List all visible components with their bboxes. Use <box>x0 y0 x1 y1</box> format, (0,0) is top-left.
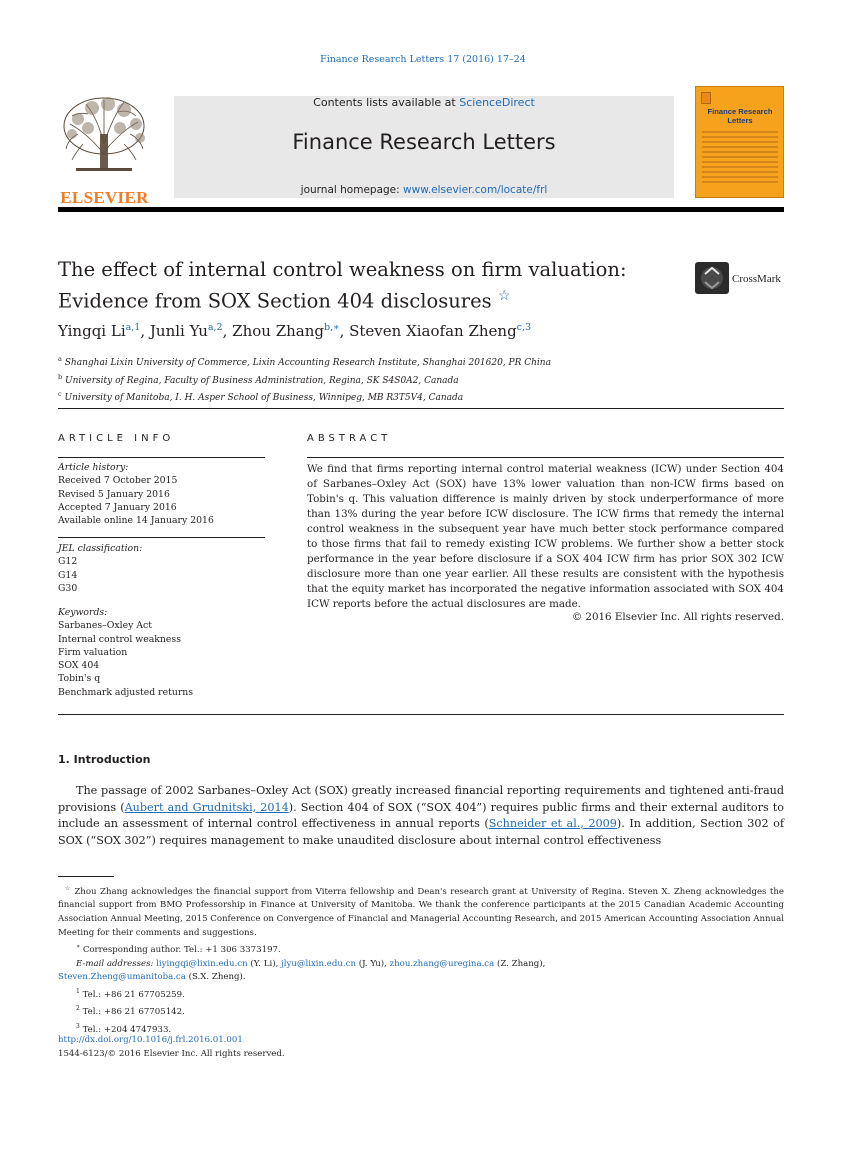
footnote-star: ☆ <box>64 885 71 892</box>
issn-copyright: 1544-6123/© 2016 Elsevier Inc. All rights reserved. <box>58 1048 285 1059</box>
article-history <box>58 461 265 527</box>
footnote-emails-cont <box>58 971 784 985</box>
affiliation-mark: c <box>58 390 62 398</box>
footnote-text: Tel.: +204 4747933. <box>82 1024 172 1035</box>
affiliation-item <box>58 371 784 389</box>
cover-logo-icon <box>701 92 711 104</box>
introduction-paragraph <box>58 783 784 849</box>
footnote-emails <box>58 958 784 972</box>
affiliation-text: University of Manitoba, I. H. Asper School of Business, Winnipeg, MB R3T5V4, Canada <box>64 393 464 403</box>
crossmark-badge[interactable] <box>695 262 789 296</box>
doi-block <box>58 1034 285 1061</box>
keyword: Firm valuation <box>58 646 128 658</box>
jel-label: JEL classification: <box>58 543 143 554</box>
history-item: Revised 5 January 2016 <box>58 488 170 500</box>
email-link[interactable]: Steven.Zheng@umanitoba.ca <box>58 972 186 983</box>
journal-homepage-link[interactable]: www.elsevier.com/locate/frl <box>403 184 548 196</box>
history-item: Available online 14 January 2016 <box>58 515 214 527</box>
author-affil-sup[interactable]: a,1 <box>125 322 141 333</box>
author-separator: , <box>339 322 350 340</box>
doi-link[interactable]: http://dx.doi.org/10.1016/j.frl.2016.01.001 <box>58 1035 243 1045</box>
author-separator: , <box>222 322 233 340</box>
jel-code: G30 <box>58 582 78 594</box>
abstract-copyright: © 2016 Elsevier Inc. All rights reserved. <box>571 611 784 623</box>
author-list <box>58 322 784 340</box>
history-label: Article history: <box>58 462 129 473</box>
tree-icon <box>58 94 151 180</box>
abstract-rule <box>307 457 784 458</box>
running-head[interactable]: Finance Research Letters 17 (2016) 17–24 <box>320 54 526 65</box>
email-owner: (Y. Li), <box>247 958 282 969</box>
keyword: Sarbanes–Oxley Act <box>58 620 152 632</box>
email-owner: (S.X. Zheng). <box>185 972 246 983</box>
title-footnote-star[interactable]: ☆ <box>497 288 511 304</box>
cover-contents-lines <box>702 131 778 186</box>
footnote-mark: 3 <box>76 1022 80 1030</box>
footnote-tel <box>58 985 784 1002</box>
contents-prefix: Contents lists available at <box>313 96 460 109</box>
footnote-text: Zhou Zhang acknowledges the financial support from Viterra fellowship and Dean's research grant at University of Regina. Steven X. Zheng acknowledges the financial support from BMO Professorship in Finance at University of Manitoba. We thank the conference participants at the 2015 Canadian Academic Accounting Association Annual Meeting, 2015 Conference on Convergence of Financial and Managerial Accounting Research, and 2015 American Accounting Association Annual Meeting for their comments and suggestions. <box>58 886 785 938</box>
title-line-2: Evidence from SOX Section 404 disclosures <box>58 289 492 313</box>
masthead-rule <box>58 207 784 212</box>
jel-classification <box>58 542 265 595</box>
section-heading-introduction: 1. Introduction <box>58 753 151 766</box>
email-owner: (Z. Zhang), <box>494 958 546 969</box>
article-title <box>58 256 658 315</box>
journal-title: Finance Research Letters <box>292 130 556 154</box>
divider <box>58 408 784 409</box>
footnote-mark: 1 <box>76 987 80 995</box>
footnote-mark: ∗ <box>76 943 81 951</box>
elsevier-tree-logo[interactable] <box>58 94 151 206</box>
footnote-funding <box>58 882 784 940</box>
keywords <box>58 606 265 699</box>
abstract-heading: ABSTRACT <box>307 433 392 444</box>
affiliation-item <box>58 353 784 371</box>
homepage-prefix: journal homepage: <box>300 184 404 196</box>
history-item: Received 7 October 2015 <box>58 475 178 487</box>
author-name: Steven Xiaofan Zheng <box>349 322 517 340</box>
keyword: Benchmark adjusted returns <box>58 686 194 698</box>
author-name: Yingqi Li <box>58 322 126 340</box>
journal-cover-thumbnail[interactable] <box>695 86 784 198</box>
contents-line <box>174 96 674 109</box>
history-item: Accepted 7 January 2016 <box>58 501 177 513</box>
email-link[interactable]: jlyu@lixin.edu.cn <box>281 958 357 969</box>
footnote-text: Corresponding author. Tel.: +1 306 3373197. <box>82 945 281 956</box>
title-line-1: The effect of internal control weakness on firm valuation: <box>58 258 627 281</box>
footnote-text: Tel.: +86 21 67705142. <box>82 1007 185 1018</box>
affiliation-mark: a <box>58 355 62 363</box>
keyword: Internal control weakness <box>58 633 181 645</box>
author-affil-sup[interactable]: c,3 <box>516 322 532 333</box>
intro-text: ). Section 404 of SOX (“SOX 404”) requires public firms and their external auditors to include an assessment of internal control effectiveness in annual reports ( <box>58 800 784 830</box>
email-link[interactable]: liyingqi@lixin.edu.cn <box>156 958 248 969</box>
email-owner: (J. Yu), <box>356 958 390 969</box>
author-name: Zhou Zhang <box>232 322 324 340</box>
keyword: SOX 404 <box>58 660 100 672</box>
footnote-rule <box>58 876 114 877</box>
author-affil-sup[interactable]: a,2 <box>207 322 223 333</box>
footnote-corresponding <box>58 940 784 957</box>
keyword: Tobin's q <box>58 673 101 685</box>
jel-code: G12 <box>58 556 78 568</box>
crossmark-icon <box>695 262 729 294</box>
cover-title: Finance Research Letters <box>707 107 773 125</box>
email-link[interactable]: zhou.zhang@uregina.ca <box>389 958 495 969</box>
footnote-text: Tel.: +86 21 67705259. <box>82 989 185 1000</box>
info-rule <box>58 457 265 458</box>
affiliation-text: University of Regina, Faculty of Business Administration, Regina, SK S4S0A2, Canada <box>65 375 459 386</box>
citation-link[interactable]: Schneider et al., 2009 <box>488 817 617 830</box>
keywords-label: Keywords: <box>58 607 108 618</box>
footnote-tel <box>58 1002 784 1019</box>
footnote-mark: 2 <box>76 1005 80 1013</box>
journal-banner <box>174 96 674 198</box>
article-info-heading: ARTICLE INFO <box>58 433 175 444</box>
intro-text: ). In addition, Section 302 of SOX (“SOX 302”) requires management to make unaudited disclosure about internal control effectiveness <box>58 817 785 847</box>
author-affil-sup[interactable]: b,∗ <box>324 322 340 333</box>
homepage-line <box>174 184 674 196</box>
affiliations <box>58 353 784 406</box>
author-name: Junli Yu <box>149 322 208 340</box>
divider <box>58 714 784 715</box>
citation-link[interactable]: Aubert and Grudnitski, 2014 <box>124 800 289 814</box>
elsevier-wordmark: ELSEVIER <box>60 188 149 207</box>
affiliation-item <box>58 388 784 406</box>
affiliation-text: Shanghai Lixin University of Commerce, Lixin Accounting Research Institute, Shanghai 201620, PR China <box>64 358 551 368</box>
sciencedirect-link[interactable]: ScienceDirect <box>459 96 535 109</box>
info-rule <box>58 537 265 538</box>
footnotes <box>58 882 784 1037</box>
email-label: E-mail addresses: <box>76 958 154 969</box>
journal-masthead <box>58 86 784 207</box>
author-separator: , <box>140 322 150 340</box>
crossmark-label: CrossMark <box>732 273 781 285</box>
intro-text: The passage of 2002 Sarbanes–Oxley Act (SOX) greatly increased financial reporting requirements and tightened anti-fraud provisions ( <box>58 784 784 814</box>
abstract-text: We find that firms reporting internal control material weakness (ICW) under Section 404 of Sarbanes–Oxley Act (SOX) have 13% lower valuation than non-ICW firms based on Tobin's q. This valuation difference is mainly driven by stock underperformance of more than 13% during the year before ICW disclosure. The ICW firms that remedy the internal control weakness in the subsequent year have much better stock performance compared to those firms that fail to remedy existing ICW problems. We further show a better stock performance in the year before disclosure if a SOX 404 ICW firm has prior SOX 302 ICW disclosure more than one year earlier. All these results are consistent with the hypothesis that the equity market has incorporated the negative information associated with SOX 404 ICW reports before the actual disclosures are made. <box>307 463 784 610</box>
jel-code: G14 <box>58 569 78 581</box>
affiliation-mark: b <box>58 372 63 381</box>
